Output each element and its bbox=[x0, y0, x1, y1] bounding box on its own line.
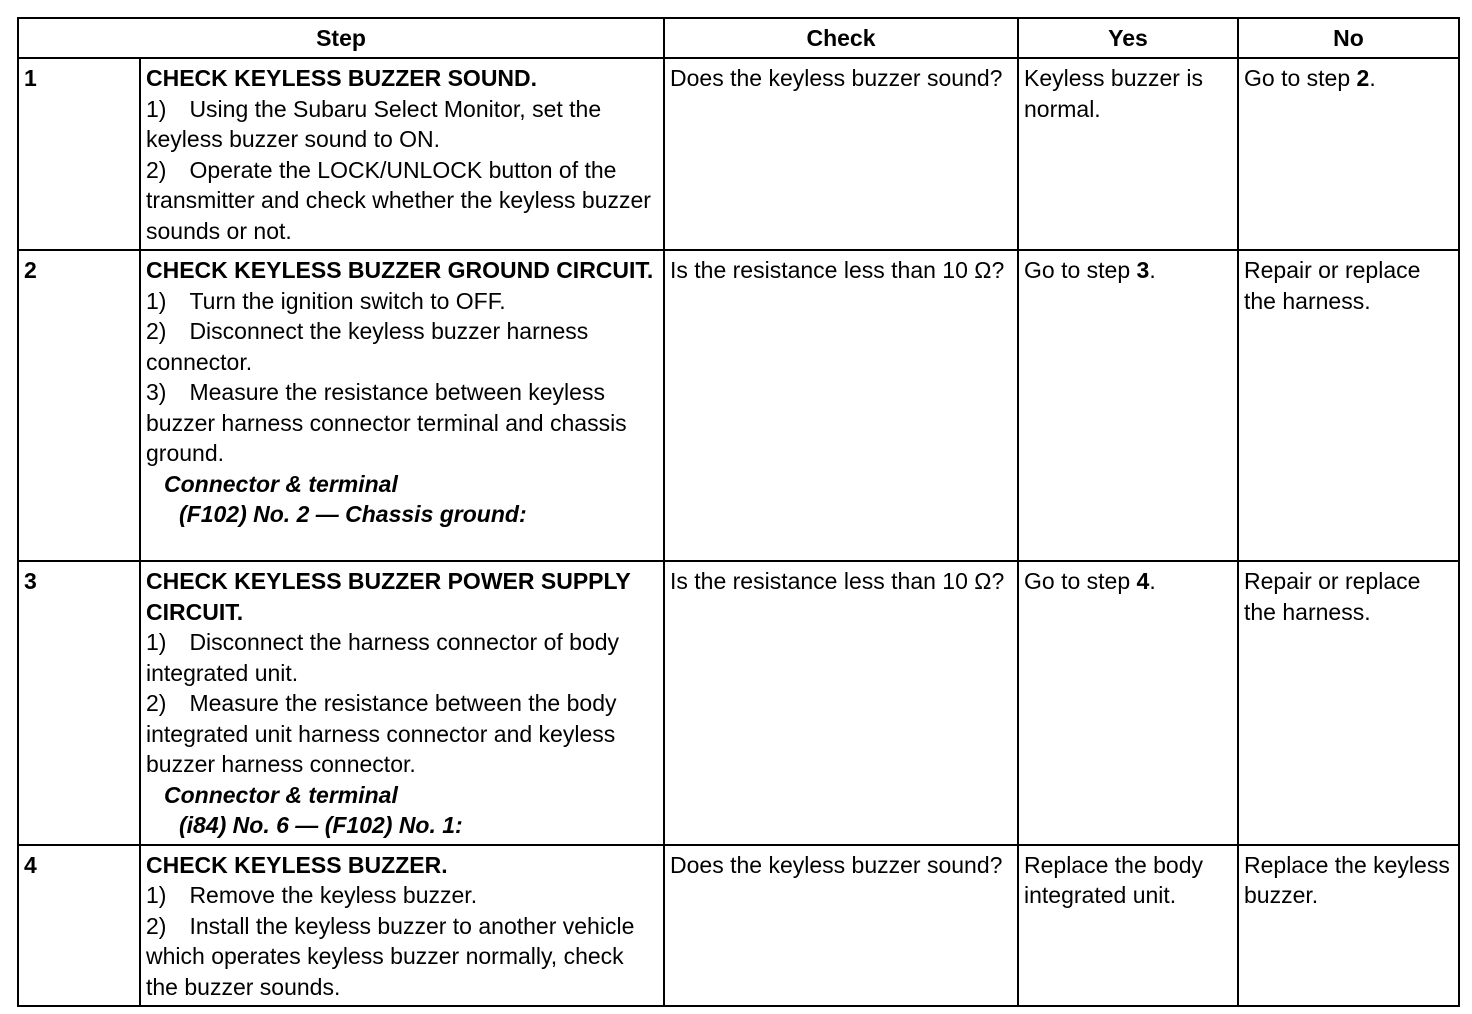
yes-suffix: . bbox=[1149, 257, 1156, 283]
no-cell: Repair or replace the harness. bbox=[1238, 561, 1459, 845]
header-check: Check bbox=[664, 18, 1018, 58]
step-ref: 2 bbox=[1356, 65, 1370, 91]
substep: 2) Install the keyless buzzer to another vehicle which operates keyless buzzer normally, check the buzzer sounds. bbox=[146, 912, 635, 1000]
check-cell: Does the keyless buzzer sound? bbox=[664, 58, 1018, 250]
no-text: Go to step bbox=[1244, 65, 1357, 91]
step-number: 2 bbox=[18, 250, 140, 561]
no-cell: Replace the keyless buzzer. bbox=[1238, 845, 1459, 1007]
step-description bbox=[140, 845, 664, 1007]
table-row bbox=[18, 250, 1459, 561]
substep: 3) Measure the resistance between keyless buzzer harness connector terminal and chassis ground. bbox=[146, 379, 627, 466]
step-title: CHECK KEYLESS BUZZER POWER SUPPLY CIRCUIT. bbox=[146, 568, 631, 625]
substep: 2) Disconnect the keyless buzzer harness connector. bbox=[146, 318, 589, 375]
yes-cell: Keyless buzzer is normal. bbox=[1018, 58, 1238, 250]
step-ref: 4 bbox=[1136, 568, 1150, 594]
no-cell bbox=[1238, 58, 1459, 250]
yes-text: Go to step bbox=[1024, 568, 1137, 594]
no-suffix: . bbox=[1369, 65, 1376, 91]
substep: 1) Disconnect the harness connector of body integrated unit. bbox=[146, 629, 620, 686]
step-number: 4 bbox=[18, 845, 140, 1007]
step-ref: 3 bbox=[1136, 257, 1150, 283]
yes-suffix: . bbox=[1149, 568, 1156, 594]
yes-cell: Replace the body integrated unit. bbox=[1018, 845, 1238, 1007]
substep: 1) Turn the ignition switch to OFF. bbox=[146, 287, 506, 314]
connector-terminal: (F102) No. 2 — Chassis ground: bbox=[179, 501, 527, 527]
step-number: 3 bbox=[18, 561, 140, 845]
step-description bbox=[140, 58, 664, 250]
step-title: CHECK KEYLESS BUZZER. bbox=[146, 851, 448, 878]
check-cell: Is the resistance less than 10 Ω? bbox=[664, 250, 1018, 561]
header-step: Step bbox=[18, 18, 664, 58]
yes-cell bbox=[1018, 250, 1238, 561]
header-no: No bbox=[1238, 18, 1459, 58]
step-title: CHECK KEYLESS BUZZER SOUND. bbox=[146, 65, 538, 91]
step-description bbox=[140, 561, 664, 845]
connector-label: Connector & terminal bbox=[164, 470, 398, 497]
step-title: CHECK KEYLESS BUZZER GROUND CIRCUIT. bbox=[146, 257, 654, 283]
step-number: 1 bbox=[18, 58, 140, 250]
header-row bbox=[18, 18, 1459, 58]
table-row bbox=[18, 561, 1459, 845]
check-cell: Does the keyless buzzer sound? bbox=[664, 845, 1018, 1007]
connector-terminal: (i84) No. 6 — (F102) No. 1: bbox=[179, 812, 463, 838]
connector-label: Connector & terminal bbox=[164, 781, 398, 808]
no-cell: Repair or replace the harness. bbox=[1238, 250, 1459, 561]
table-row bbox=[18, 845, 1459, 1007]
substep: 2) Measure the resistance between the body integrated unit harness connector and keyless buzzer harness connector. bbox=[146, 690, 617, 777]
substep: 1) Using the Subaru Select Monitor, set the keyless buzzer sound to ON. bbox=[146, 95, 602, 152]
step-description bbox=[140, 250, 664, 561]
check-cell: Is the resistance less than 10 Ω? bbox=[664, 561, 1018, 845]
yes-cell bbox=[1018, 561, 1238, 845]
diagnostic-table bbox=[17, 17, 1460, 1007]
header-yes: Yes bbox=[1018, 18, 1238, 58]
yes-text: Go to step bbox=[1024, 257, 1137, 283]
substep: 2) Operate the LOCK/UNLOCK button of the transmitter and check whether the keyless buzzer sounds or not. bbox=[146, 156, 651, 244]
substep: 1) Remove the keyless buzzer. bbox=[146, 882, 478, 908]
table-row bbox=[18, 58, 1459, 250]
